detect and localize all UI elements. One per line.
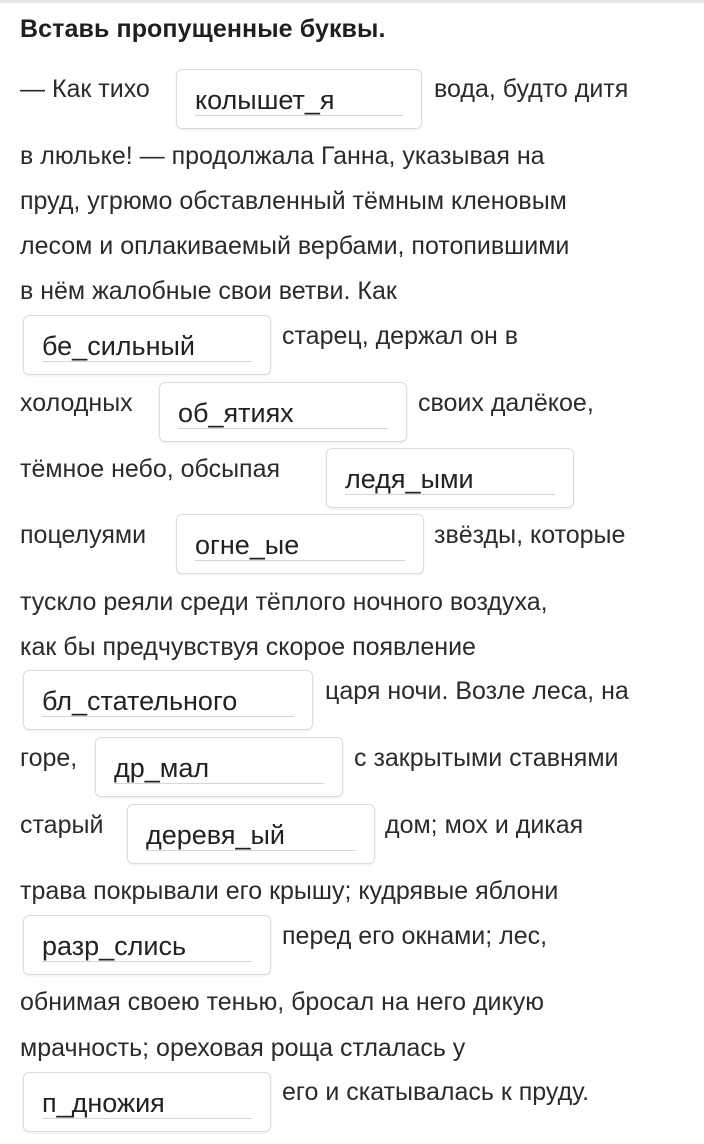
text-fragment: — Как тихо	[20, 75, 150, 103]
answer-field-4[interactable]	[326, 448, 574, 508]
text-fragment: дом; мох и дикая	[385, 811, 584, 839]
answer-input-9[interactable]	[42, 930, 252, 962]
answer-input-3[interactable]	[178, 397, 388, 429]
text-fragment: с закрытыми ставнями	[354, 744, 619, 772]
text-fragment: тускло реяли среди тёплого ночного воздуха,	[20, 588, 548, 616]
input-underline	[146, 850, 356, 851]
text-fragment: обнимая своею тенью, бросал на него дикую	[20, 988, 544, 1016]
input-underline	[195, 560, 405, 561]
text-fragment: мрачность; ореховая роща стлалась у	[20, 1034, 466, 1062]
answer-input-5[interactable]	[195, 529, 405, 561]
text-fragment: вода, будто дитя	[434, 75, 629, 103]
text-fragment: царя ночи. Возле леса, на	[325, 677, 629, 705]
input-underline	[42, 716, 294, 717]
answer-field-6[interactable]	[23, 670, 313, 730]
text-fragment: в люльке! — продолжала Ганна, указывая на	[20, 142, 545, 170]
answer-field-5[interactable]	[176, 514, 424, 574]
text-fragment: горе,	[20, 744, 78, 772]
answer-input-1[interactable]	[195, 84, 403, 116]
answer-field-2[interactable]	[23, 315, 271, 375]
answer-field-9[interactable]	[23, 915, 271, 975]
text-fragment: пруд, угрюмо обставленный тёмным кленовым	[20, 187, 567, 215]
answer-input-4[interactable]	[345, 463, 555, 495]
answer-field-8[interactable]	[127, 804, 375, 864]
text-fragment: старец, держал он в	[282, 322, 519, 350]
text-fragment: холодных	[20, 389, 133, 417]
text-fragment: как бы предчувствуя скорое появление	[20, 633, 476, 661]
text-fragment: в нём жалобные свои ветви. Как	[20, 277, 397, 305]
answer-input-6[interactable]	[42, 685, 294, 717]
input-underline	[42, 1118, 252, 1119]
text-fragment: своих далёкое,	[418, 389, 594, 417]
answer-field-3[interactable]	[159, 382, 407, 442]
input-underline	[42, 961, 252, 962]
input-underline	[42, 361, 252, 362]
task-title: Вставь пропущенные буквы.	[20, 15, 386, 43]
answer-field-7[interactable]	[95, 737, 343, 797]
input-underline	[345, 494, 555, 495]
input-underline	[114, 783, 324, 784]
answer-input-10[interactable]	[42, 1087, 252, 1119]
input-underline	[178, 428, 388, 429]
text-fragment: лесом и оплакиваемый вербами, потопившими	[20, 232, 570, 260]
answer-field-10[interactable]	[23, 1072, 271, 1132]
text-fragment: тёмное небо, обсыпая	[20, 455, 281, 483]
text-fragment: его и скатывалась к пруду.	[282, 1078, 590, 1106]
text-fragment: трава покрывали его крышу; кудрявые яблони	[20, 877, 559, 905]
text-fragment: старый	[20, 811, 104, 839]
answer-input-8[interactable]	[146, 819, 356, 851]
text-fragment: поцелуями	[20, 521, 147, 549]
text-fragment: перед его окнами; лес,	[282, 922, 548, 950]
answer-input-7[interactable]	[114, 752, 324, 784]
answer-input-2[interactable]	[42, 330, 252, 362]
top-divider	[0, 0, 704, 3]
text-fragment: звёзды, которые	[434, 521, 626, 549]
answer-field-1[interactable]	[176, 69, 422, 129]
input-underline	[195, 115, 403, 116]
